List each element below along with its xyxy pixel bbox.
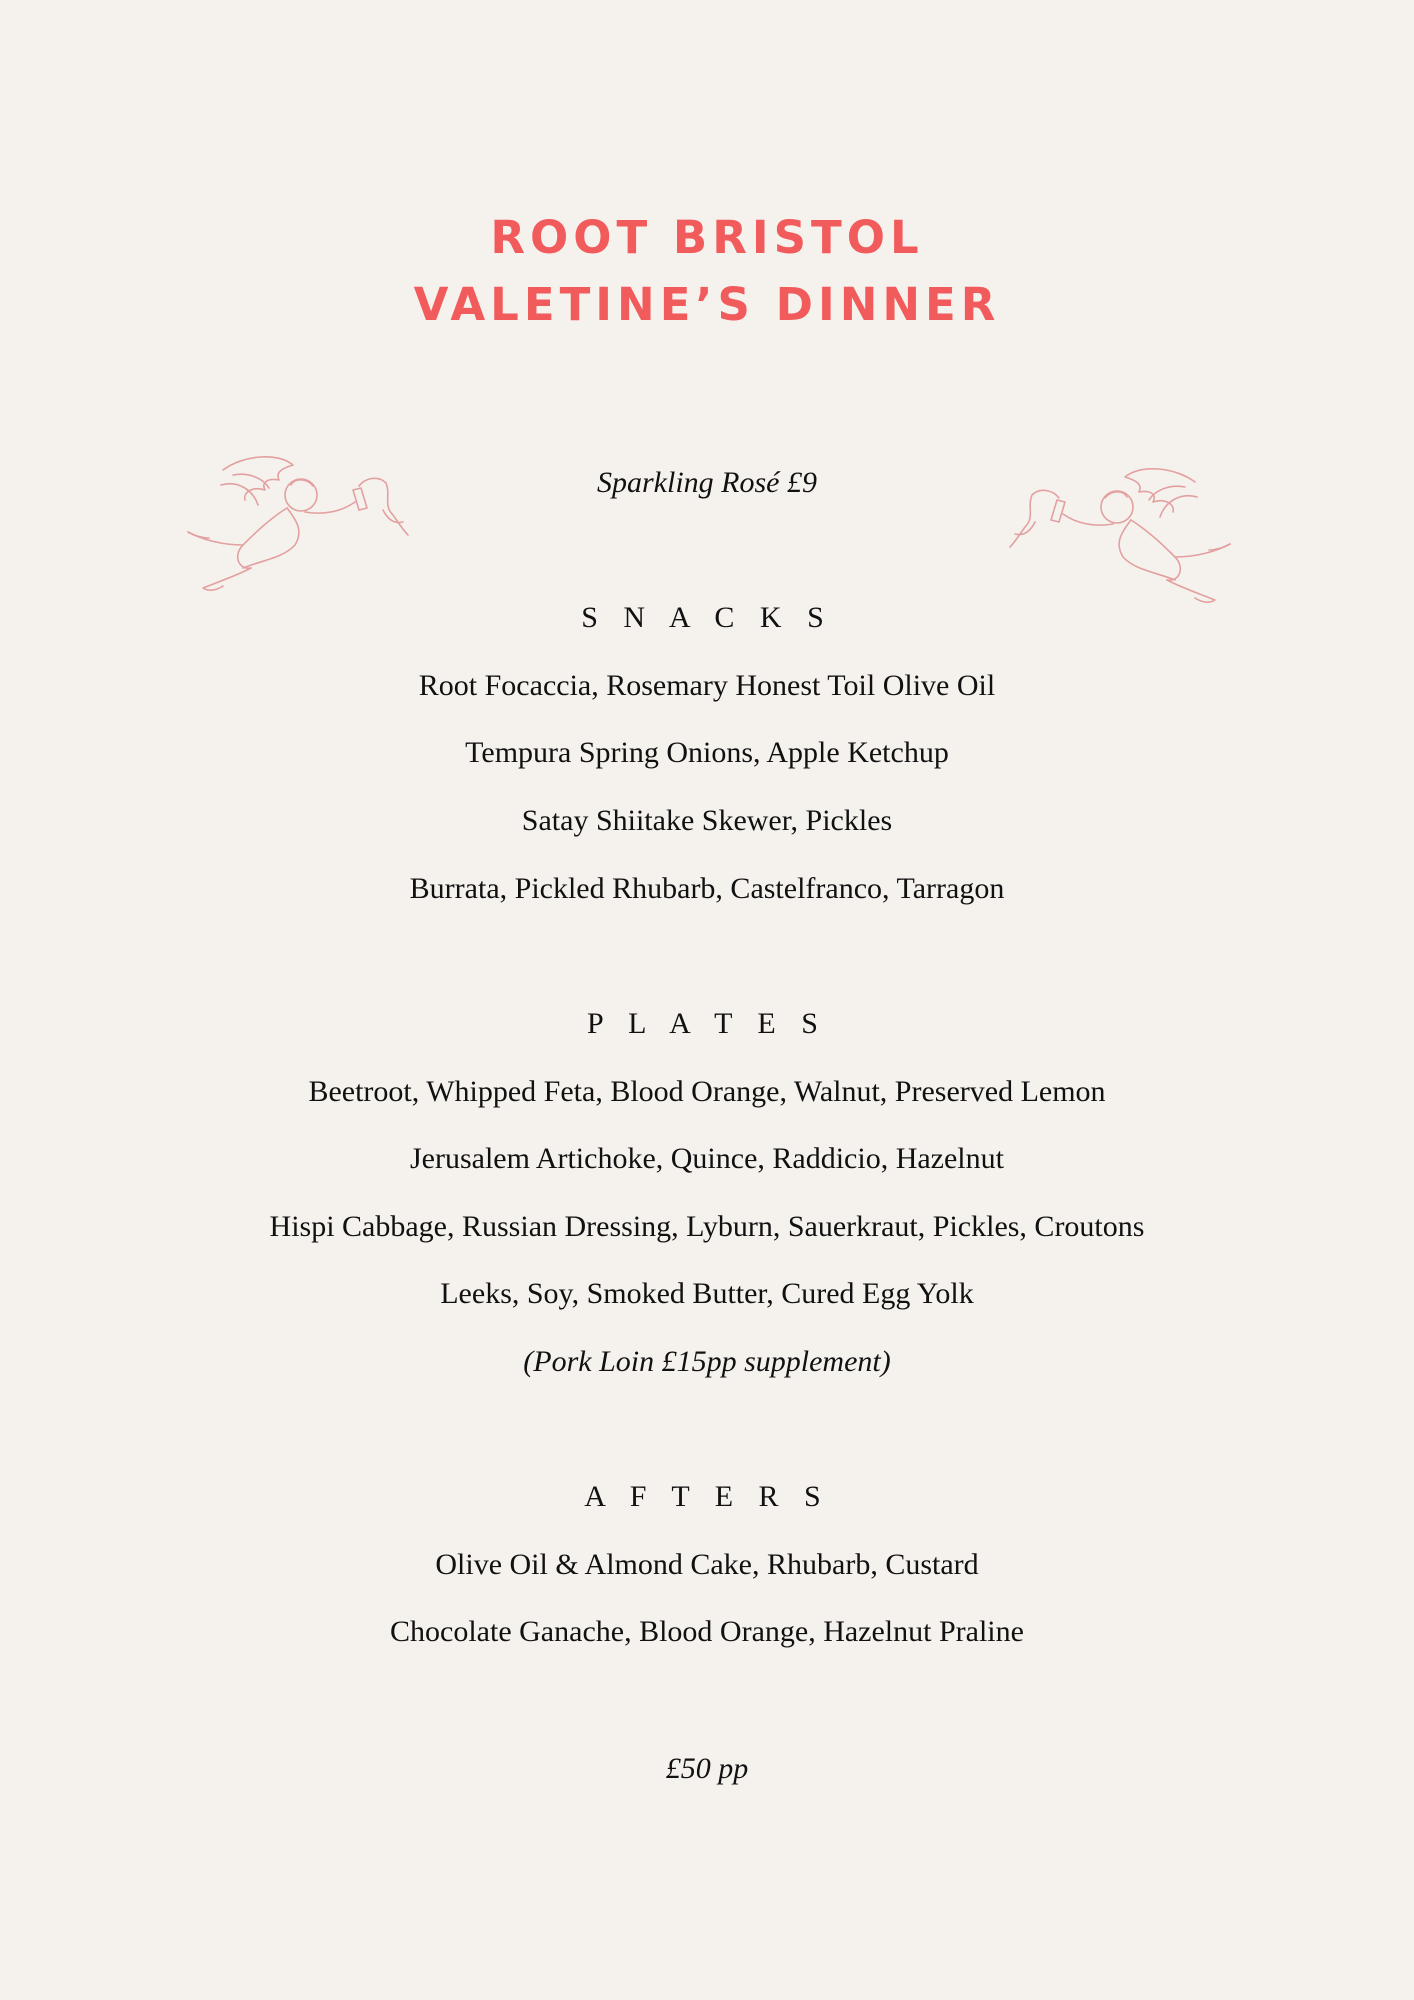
menu-title-line-1: ROOT BRISTOL <box>490 211 924 264</box>
menu-title-line-2: VALETINE’S DINNER <box>413 278 1001 331</box>
afters-item: Olive Oil & Almond Cake, Rhubarb, Custard <box>435 1548 979 1581</box>
snacks-heading: S N A C K S <box>581 601 833 634</box>
snacks-item: Burrata, Pickled Rhubarb, Castelfranco, Tarragon <box>409 872 1005 905</box>
plates-heading: P L A T E S <box>587 1007 827 1040</box>
plates-supplement-note: (Pork Loin £15pp supplement) <box>523 1345 891 1378</box>
snacks-item: Tempura Spring Onions, Apple Ketchup <box>465 736 949 769</box>
drink-offer: Sparkling Rosé £9 <box>597 466 817 499</box>
snacks-item: Satay Shiitake Skewer, Pickles <box>521 804 893 837</box>
plates-item: Hispi Cabbage, Russian Dressing, Lyburn, Sauerkraut, Pickles, Croutons <box>269 1210 1145 1243</box>
afters-item: Chocolate Ganache, Blood Orange, Hazelnut Praline <box>390 1615 1024 1648</box>
plates-item: Leeks, Soy, Smoked Butter, Cured Egg Yolk <box>440 1277 974 1310</box>
plates-item: Beetroot, Whipped Feta, Blood Orange, Walnut, Preserved Lemon <box>308 1075 1106 1108</box>
price-per-person: £50 pp <box>665 1752 749 1785</box>
snacks-item: Root Focaccia, Rosemary Honest Toil Olive Oil <box>418 669 996 702</box>
plates-item: Jerusalem Artichoke, Quince, Raddicio, Hazelnut <box>410 1142 1004 1175</box>
afters-heading: A F T E R S <box>584 1480 830 1513</box>
